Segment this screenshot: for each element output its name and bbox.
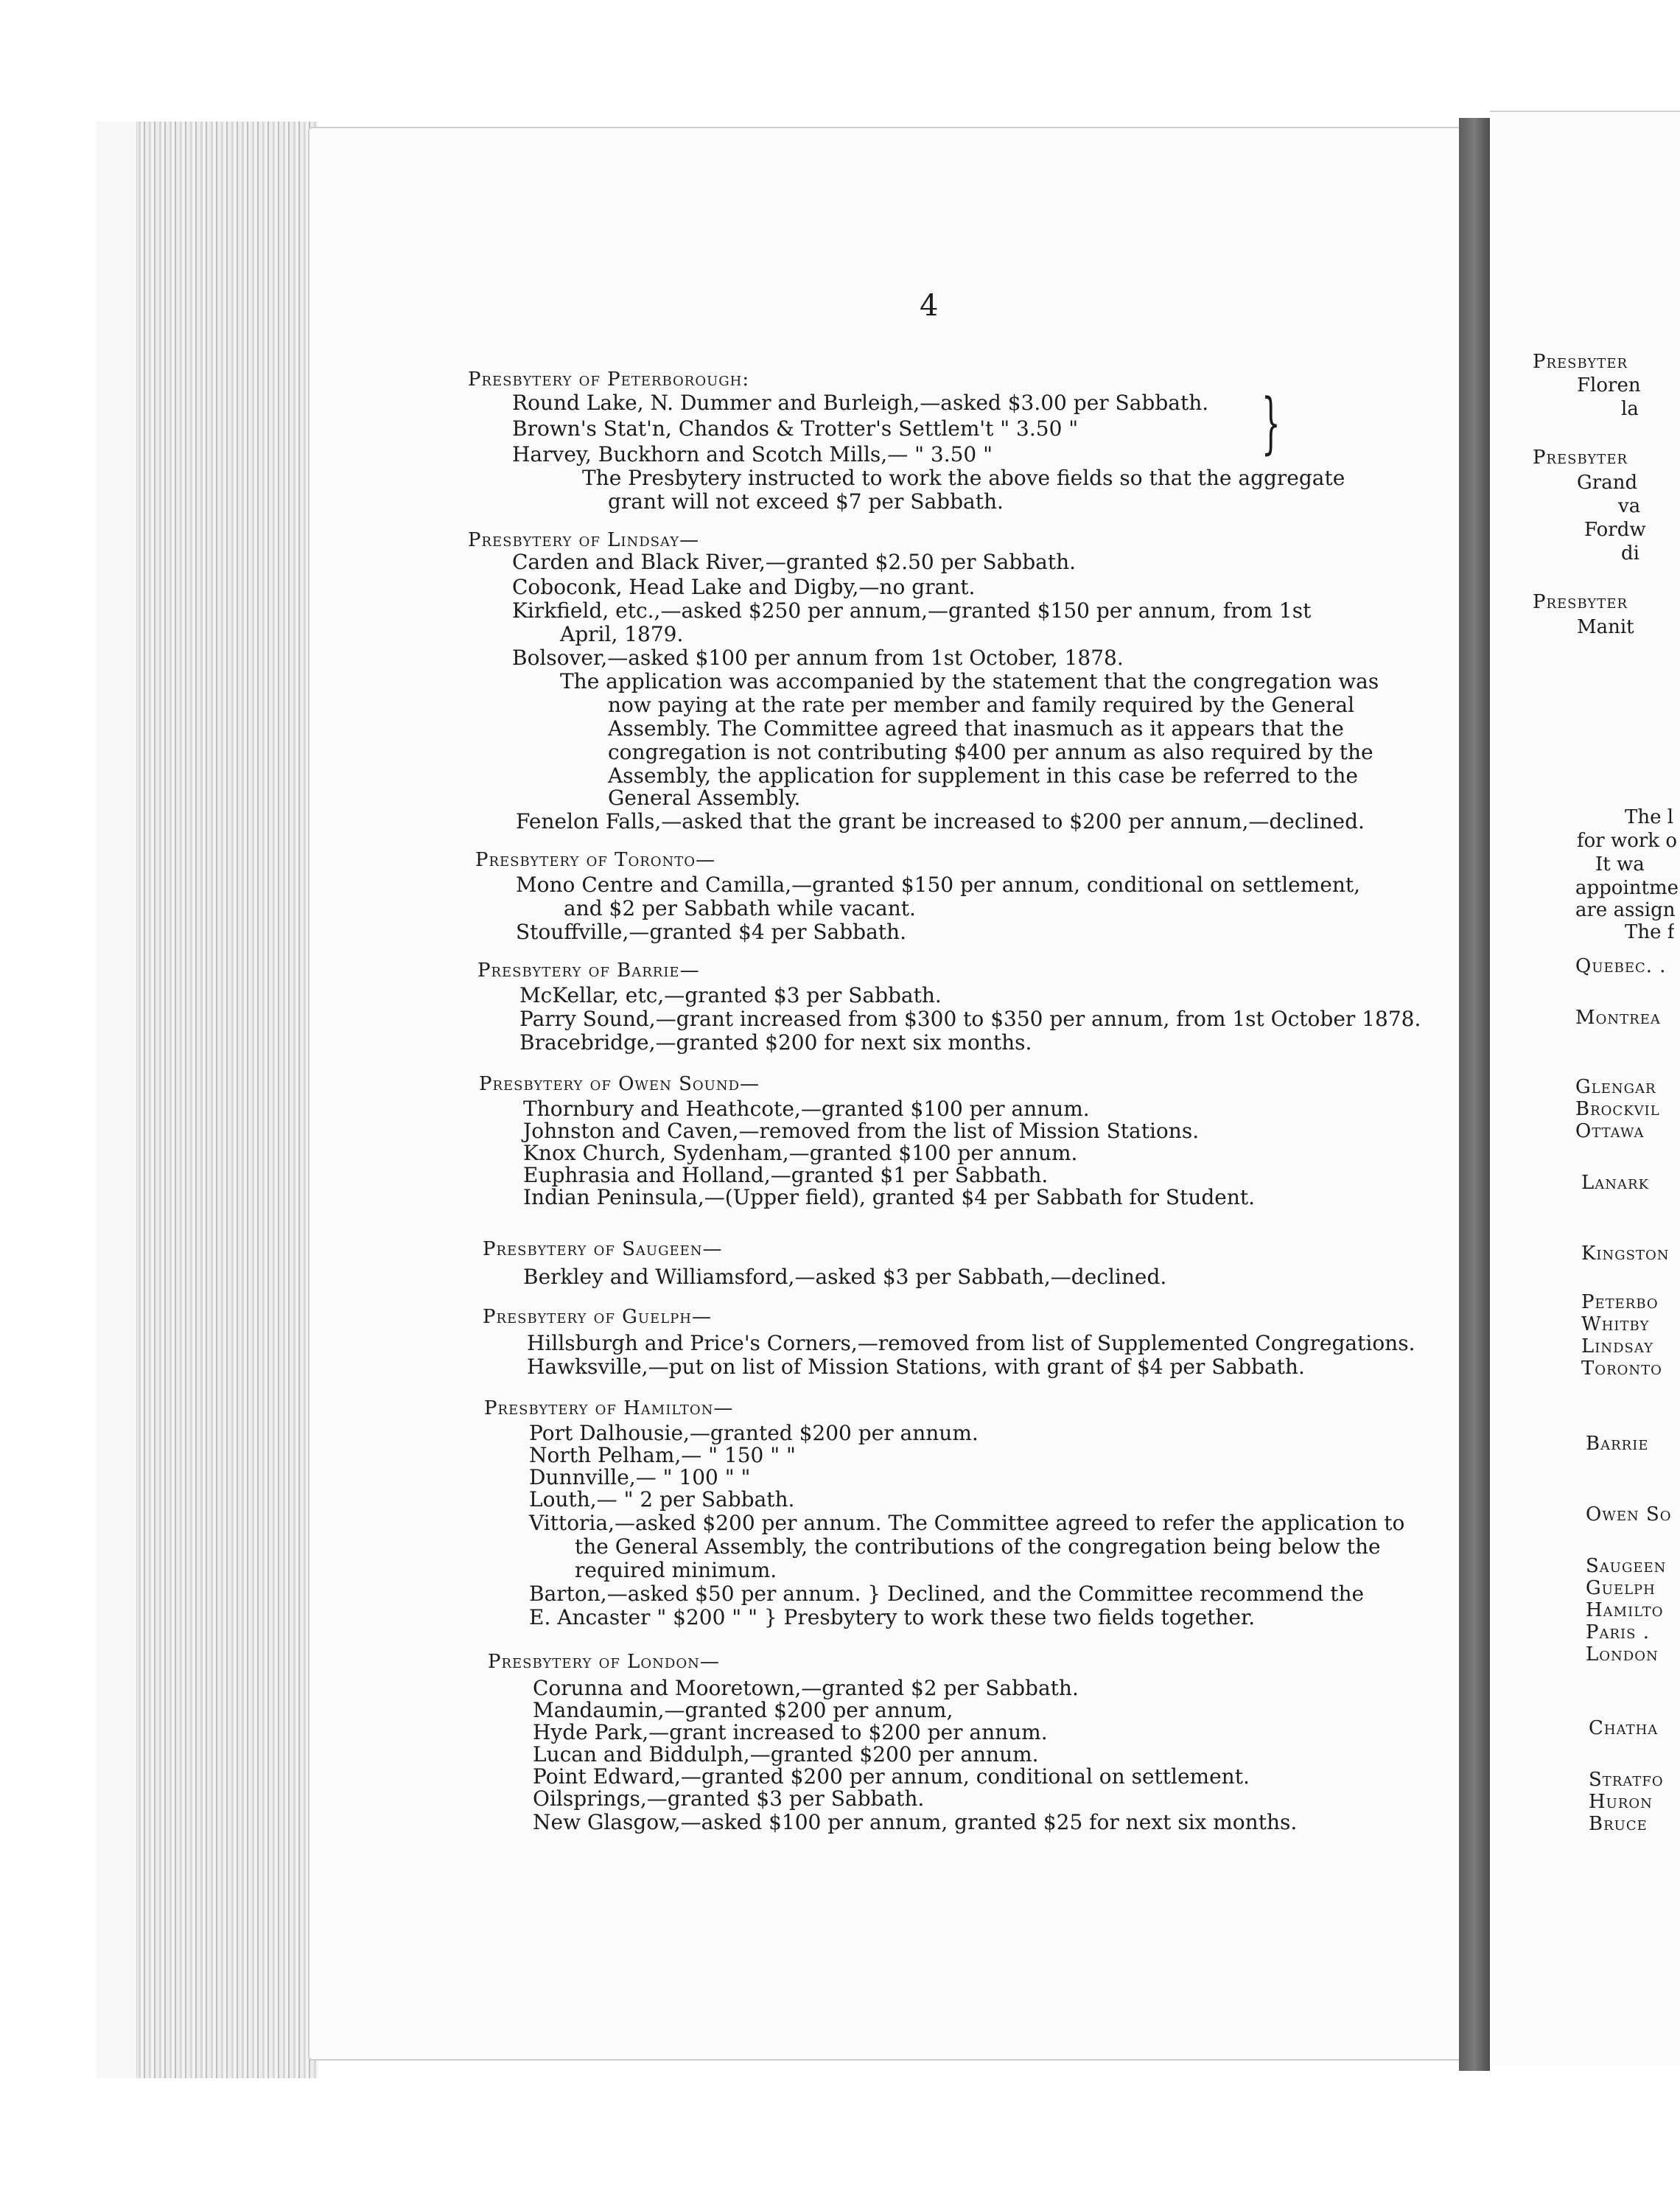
entry-line: Mono Centre and Camilla,—granted $150 per annum, conditional on settlement, [516,873,1361,897]
section-heading-london: Presbytery of London— [488,1651,720,1673]
entry-line: The Presbytery instructed to work the above fields so that the aggregate [582,466,1345,490]
right-fragment: va [1618,495,1641,517]
entry-line: and $2 per Sabbath while vacant. [564,896,916,920]
entry-line: Barton,—asked $50 per annum. } Declined, and the Committee recommend the [529,1582,1365,1606]
entry-line: Hawksville,—put on list of Mission Stations, with grant of $4 per Sabbath. [527,1355,1305,1379]
entry-line: Stouffville,—granted $4 per Sabbath. [516,920,906,944]
entry-line: Knox Church, Sydenham,—granted $100 per annum. [523,1141,1078,1165]
right-fragment: appointme [1575,877,1679,899]
entry-line: Fenelon Falls,—asked that the grant be increased to $200 per annum,—declined. [516,809,1365,834]
right-fragment: Hamilto [1586,1599,1664,1621]
right-fragment: London [1586,1643,1659,1666]
right-fragment: Stratfo [1589,1769,1664,1791]
right-fragment: for work o [1577,830,1677,852]
right-fragment: Lindsay [1581,1335,1654,1357]
entry-line: Assembly, the application for supplement in this case be referred to the [608,763,1358,788]
entry-line: Vittoria,—asked $200 per annum. The Committee agreed to refer the application to [529,1511,1405,1535]
entry-line: Corunna and Mooretown,—granted $2 per Sabbath. [533,1676,1079,1700]
right-fragment: Manit [1577,616,1634,638]
right-fragment: Owen So [1586,1503,1672,1526]
entry-line: Hillsburgh and Price's Corners,—removed from list of Supplemented Congregations. [527,1331,1415,1355]
right-fragment: Presbyter [1533,351,1628,373]
entry-line: congregation is not contributing $400 per annum as also required by the [608,740,1373,764]
entry-line: Oilsprings,—granted $3 per Sabbath. [533,1786,925,1811]
right-fragment: Presbyter [1533,447,1628,469]
entry-line: North Pelham,— " 150 " " [529,1443,796,1467]
entry-line: Carden and Black River,—granted $2.50 per Sabbath. [512,550,1077,574]
right-fragment: Presbyter [1533,591,1628,613]
entry-line: The application was accompanied by the statement that the congregation was [560,669,1379,693]
entry-line: Lucan and Biddulph,—granted $200 per annum. [533,1742,1039,1767]
right-fragment: The f [1625,921,1675,943]
right-fragment: la [1621,398,1639,420]
brace-mark: } [1261,385,1281,462]
section-heading-saugeen: Presbytery of Saugeen— [483,1238,723,1260]
entry-line: Brown's Stat'n, Chandos & Trotter's Settlem't " 3.50 " [512,416,1079,441]
entry-line: Port Dalhousie,—granted $200 per annum. [529,1421,979,1445]
entry-line: McKellar, etc,—granted $3 per Sabbath. [519,983,942,1007]
entry-line: Parry Sound,—grant increased from $300 to $350 per annum, from 1st October 1878. [519,1007,1421,1031]
right-fragment: Saugeen [1586,1555,1667,1577]
entry-line: Round Lake, N. Dummer and Burleigh,—asked $3.00 per Sabbath. [512,391,1209,415]
entry-line: E. Ancaster " $200 " " } Presbytery to work these two fields together. [529,1605,1256,1629]
right-fragment: Barrie [1586,1433,1649,1455]
right-fragment: Toronto [1581,1357,1662,1380]
right-fragment: Huron [1589,1791,1653,1813]
section-heading-barrie: Presbytery of Barrie— [477,960,700,982]
section-heading-peterborough: Presbytery of Peterborough: [468,368,750,391]
entry-line: New Glasgow,—asked $100 per annum, granted $25 for next six months. [533,1810,1298,1834]
entry-line: required minimum. [575,1558,777,1582]
entry-line: Harvey, Buckhorn and Scotch Mills,— " 3.50 " [512,442,993,466]
right-fragment: Chatha [1589,1717,1659,1739]
right-fragment: The l [1625,806,1674,828]
entry-line: Johnston and Caven,—removed from the list of Mission Stations. [523,1119,1200,1143]
right-fragment: Glengar [1575,1076,1656,1098]
entry-line: Mandaumin,—granted $200 per annum, [533,1698,953,1722]
entry-line: Berkley and Williamsford,—asked $3 per Sabbath,—declined. [523,1265,1167,1289]
right-fragment: are assign [1575,899,1676,921]
entry-line: Louth,— " 2 per Sabbath. [529,1487,795,1512]
page-number: 4 [920,289,939,323]
section-heading-lindsay: Presbytery of Lindsay— [468,529,700,551]
entry-line: Thornbury and Heathcote,—granted $100 per annum. [523,1097,1090,1121]
section-heading-owen-sound: Presbytery of Owen Sound— [479,1073,760,1095]
section-heading-toronto: Presbytery of Toronto— [475,849,716,871]
right-fragment: Paris . [1586,1621,1651,1643]
entry-line: Bracebridge,—granted $200 for next six months. [519,1030,1032,1055]
entry-line: Coboconk, Head Lake and Digby,—no grant. [512,575,976,599]
entry-line: grant will not exceed $7 per Sabbath. [608,489,1004,514]
right-fragment: Ottawa [1575,1120,1645,1142]
right-fragment: Lanark [1581,1172,1650,1194]
entry-line: Indian Peninsula,—(Upper field), granted $4 per Sabbath for Student. [523,1185,1256,1209]
right-fragment: Whitby [1581,1313,1650,1335]
right-fragment: Montrea [1575,1007,1661,1029]
entry-line: now paying at the rate per member and family required by the General [608,693,1355,717]
entry-line: Kirkfield, etc.,—asked $250 per annum,—granted $150 per annum, from 1st [512,598,1312,623]
right-fragment: Guelph [1586,1577,1656,1599]
entry-line: Assembly. The Committee agreed that inasmuch as it appears that the [608,716,1344,741]
section-heading-guelph: Presbytery of Guelph— [483,1306,712,1328]
entry-line: Euphrasia and Holland,—granted $1 per Sabbath. [523,1163,1049,1187]
entry-line: Dunnville,— " 100 " " [529,1465,751,1489]
entry-line: Bolsover,—asked $100 per annum from 1st October, 1878. [512,646,1124,670]
entry-line: Hyde Park,—grant increased to $200 per annum. [533,1720,1048,1744]
right-fragment: di [1621,542,1639,565]
entry-line: the General Assembly, the contributions of the congregation being below the [575,1534,1381,1559]
right-fragment: Peterbo [1581,1291,1659,1313]
right-fragment: It wa [1595,853,1645,876]
entry-line: General Assembly. [608,786,801,810]
entry-line: April, 1879. [560,622,684,646]
right-fragment: Bruce [1589,1813,1648,1835]
right-fragment: Kingston [1581,1243,1670,1265]
right-fragment: Fordw [1584,519,1646,541]
entry-line: Point Edward,—granted $200 per annum, conditional on settlement. [533,1764,1250,1789]
right-fragment: Floren [1577,374,1641,396]
right-fragment: Grand [1577,472,1638,494]
section-heading-hamilton: Presbytery of Hamilton— [484,1397,734,1419]
right-fragment: Quebec. . [1575,955,1667,977]
right-fragment: Brockvil [1575,1098,1660,1120]
